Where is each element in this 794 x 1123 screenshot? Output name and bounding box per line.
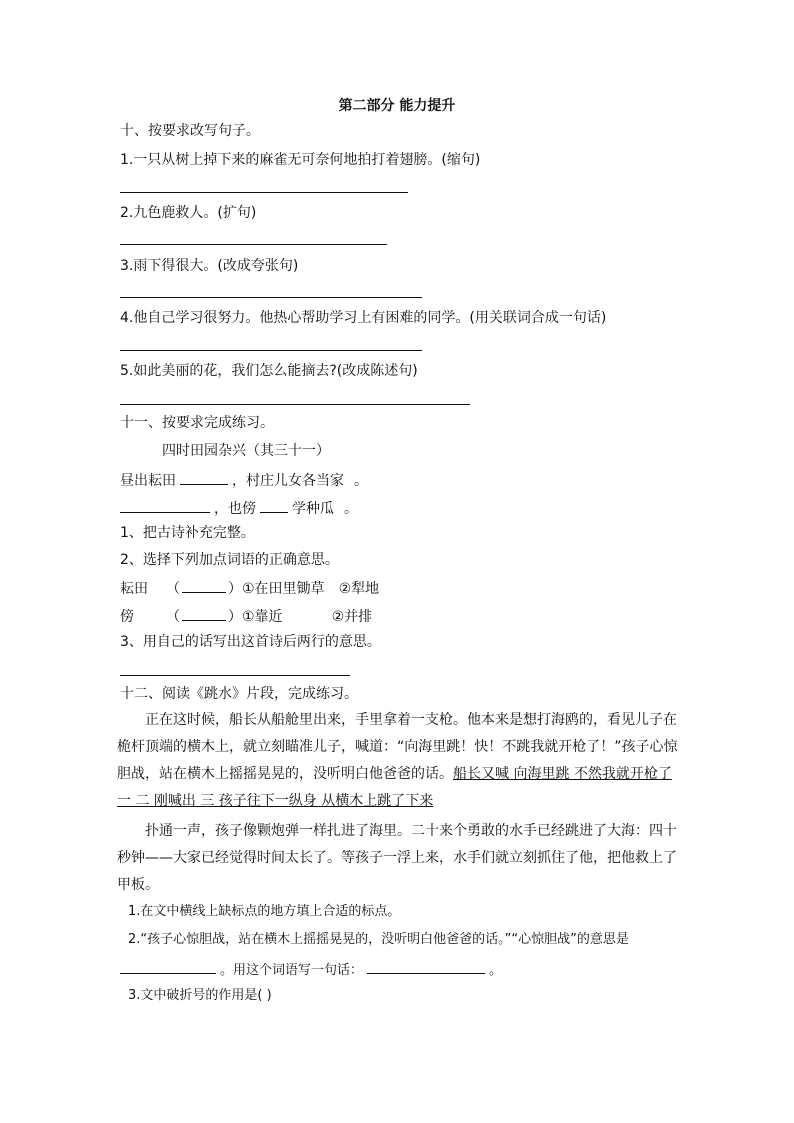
s10-question-2: 2.九色鹿救人。(扩句) (120, 205, 257, 221)
poem-text: ，也傍 (214, 501, 256, 517)
q2-text: 。 (489, 963, 503, 978)
s10-question-4: 4.他自己学习很努力。他热心帮助学习上有困难的同学。(用关联词合成一句话) (120, 310, 607, 326)
s12-question-2: 2.“孩子心惊胆战，站在横木上摇摇晃晃的，没听明白他爸爸的话。”“心惊胆战”的意思是 (128, 932, 629, 947)
sentence-blank[interactable] (367, 958, 485, 974)
word-row-1 (120, 577, 379, 599)
choice-blank[interactable] (182, 577, 226, 593)
passage-underlined-text[interactable]: 船长又喊 向海里跳 不然我就开枪了 一 二 刚喊出 三 孩子往下一纵身 从横木上跳了下来 (117, 766, 672, 809)
s12-question-3: 3.文中破折号的作用是( ) (128, 988, 272, 1003)
word-label: 傍 (120, 609, 134, 625)
s11-question-3: 3、用自己的话写出这首诗后两行的意思。 (120, 634, 381, 650)
option-1: ）①靠近 (228, 609, 283, 625)
option-2: ②并排 (331, 609, 373, 625)
s12-question-2-answer (120, 958, 502, 981)
section-11-heading: 十一、按要求完成练习。 (120, 415, 274, 431)
passage-paragraph-2: 扑通一声，孩子像颗炮弹一样扎进了海里。二十来个勇敢的水手已经跳进了大海：四十秒钟——大家已经觉得时间太长了。等孩子一浮上来，水手们就立刻抓住了他，把他救上了甲板。 (117, 823, 677, 893)
answer-line[interactable] (120, 244, 387, 245)
poem-blank[interactable] (120, 497, 210, 513)
s11-question-1: 1、把古诗补充完整。 (120, 525, 255, 541)
option-2: ②犁地 (338, 581, 380, 597)
poem-blank[interactable] (260, 497, 288, 513)
answer-line[interactable] (120, 675, 350, 676)
option-1: ）①在田里锄草 (228, 581, 325, 597)
poem-line-1 (120, 469, 368, 491)
poem-text: 。 (344, 501, 358, 517)
s10-question-5: 5.如此美丽的花，我们怎么能摘去?(改成陈述句) (120, 363, 418, 379)
answer-line[interactable] (120, 404, 470, 405)
poem-text: 学种瓜 (292, 501, 334, 517)
passage-paragraph-1 (117, 707, 679, 815)
poem-line-2 (120, 497, 358, 519)
choice-blank[interactable] (182, 605, 226, 621)
poem-text: ，村庄儿女各当家 (232, 473, 344, 489)
poem-text: 。 (354, 473, 368, 489)
paren-open: （ (166, 581, 180, 597)
s11-question-2: 2、选择下列加点词语的正确意思。 (120, 552, 339, 568)
section-12-heading: 十二、阅读《跳水》片段，完成练习。 (120, 686, 358, 702)
answer-line[interactable] (120, 297, 422, 298)
passage-text: 正在这时候，船长从船舱里出来，手里拿着一支枪。他本来是想打海鸥的，看见儿子在桅杆顶端的横木上，就立刻瞄准儿子，喊道：“向海里跳！快！不跳我就开枪了！”孩子心惊胆战，站在横木上摇摇晃晃的，没听明白他爸爸的话。 (117, 712, 678, 782)
poem-blank[interactable] (180, 469, 228, 485)
s10-question-3: 3.雨下得很大。(改成夸张句) (120, 258, 299, 274)
s10-question-1: 1.一只从树上掉下来的麻雀无可奈何地拍打着翅膀。(缩句) (120, 152, 481, 168)
s12-question-1: 1.在文中横线上缺标点的地方填上合适的标点。 (128, 904, 401, 919)
q2-text: 。用这个词语写一句话： (220, 963, 364, 978)
paren-open: （ (166, 609, 180, 625)
answer-line[interactable] (120, 192, 408, 193)
word-row-2 (120, 605, 372, 627)
answer-line[interactable] (120, 350, 422, 351)
meaning-blank[interactable] (120, 958, 216, 974)
poem-title: 四时田园杂兴（其三十一） (162, 443, 330, 459)
page-title: 第二部分 能力提升 (338, 98, 456, 114)
poem-text: 昼出耘田 (120, 473, 176, 489)
section-10-heading: 十、按要求改写句子。 (120, 123, 260, 139)
word-label: 耘田 (120, 581, 148, 597)
